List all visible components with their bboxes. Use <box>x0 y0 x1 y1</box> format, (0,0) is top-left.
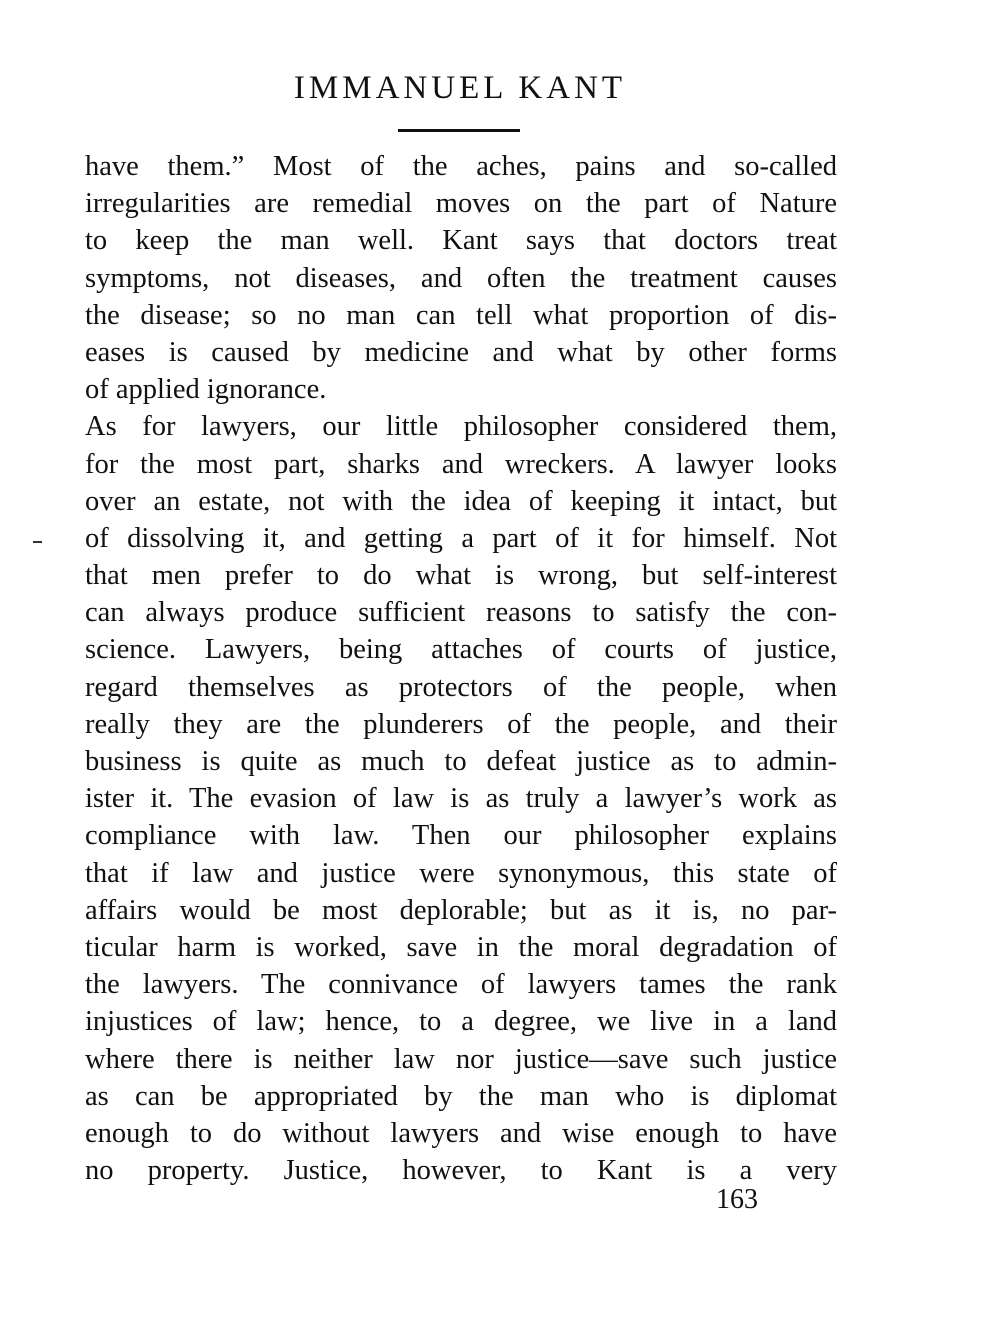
text-line: ister it. The evasion of law is as truly a lawyer’s work as <box>85 783 837 815</box>
text-line: have them.” Most of the aches, pains and so-called <box>85 151 837 182</box>
text-line: irregularities are remedial moves on the part of Nature <box>85 188 837 220</box>
text-line: that men prefer to do what is wrong, but self-interest <box>85 560 837 592</box>
text-line: over an estate, not with the idea of keeping it intact, but <box>85 485 837 517</box>
text-line: of applied ignorance. <box>85 374 327 406</box>
paragraph <box>85 148 837 408</box>
paragraph <box>85 408 837 1189</box>
text-line: no property. Justice, however, to Kant is a very <box>85 1155 837 1187</box>
text-line: the lawyers. The connivance of lawyers tames the rank <box>85 969 837 1001</box>
running-header: IMMANUEL KANT <box>293 70 627 106</box>
text-line: science. Lawyers, being attaches of courts of justice, <box>85 634 837 666</box>
text-line: as can be appropriated by the man who is diplomat <box>85 1080 837 1112</box>
text-line: eases is caused by medicine and what by other forms <box>85 336 837 368</box>
text-line: for the most part, sharks and wreckers. A lawyer looks <box>85 448 837 480</box>
text-line: symptoms, not diseases, and often the treatment causes <box>85 262 837 294</box>
text-line: the disease; so no man can tell what proportion of dis- <box>85 299 837 331</box>
page-number: 163 <box>716 1184 758 1215</box>
header-rule <box>398 129 520 132</box>
text-line: enough to do without lawyers and wise enough to have <box>85 1117 837 1149</box>
text-line: compliance with law. Then our philosopher explains <box>85 820 837 852</box>
text-line: that if law and justice were synonymous, this state of <box>85 857 837 889</box>
text-line: injustices of law; hence, to a degree, we live in a land <box>85 1006 837 1038</box>
text-line: to keep the man well. Kant says that doctors treat <box>85 225 837 257</box>
text-line: where there is neither law nor justice—save such justice <box>85 1043 837 1075</box>
margin-mark <box>33 541 42 543</box>
text-line: ticular harm is worked, save in the moral degradation of <box>85 931 837 963</box>
text-line: regard themselves as protectors of the people, when <box>85 671 837 703</box>
text-line: As for lawyers, our little philosopher considered them, <box>85 411 837 443</box>
text-line: really they are the plunderers of the people, and their <box>85 708 837 740</box>
text-line: of dissolving it, and getting a part of it for himself. Not <box>85 522 837 554</box>
text-line: affairs would be most deplorable; but as it is, no par- <box>85 894 837 926</box>
text-line: can always produce sufficient reasons to satisfy the con- <box>85 597 837 629</box>
body-text <box>85 148 837 1189</box>
text-line: business is quite as much to defeat justice as to admin- <box>85 746 837 777</box>
